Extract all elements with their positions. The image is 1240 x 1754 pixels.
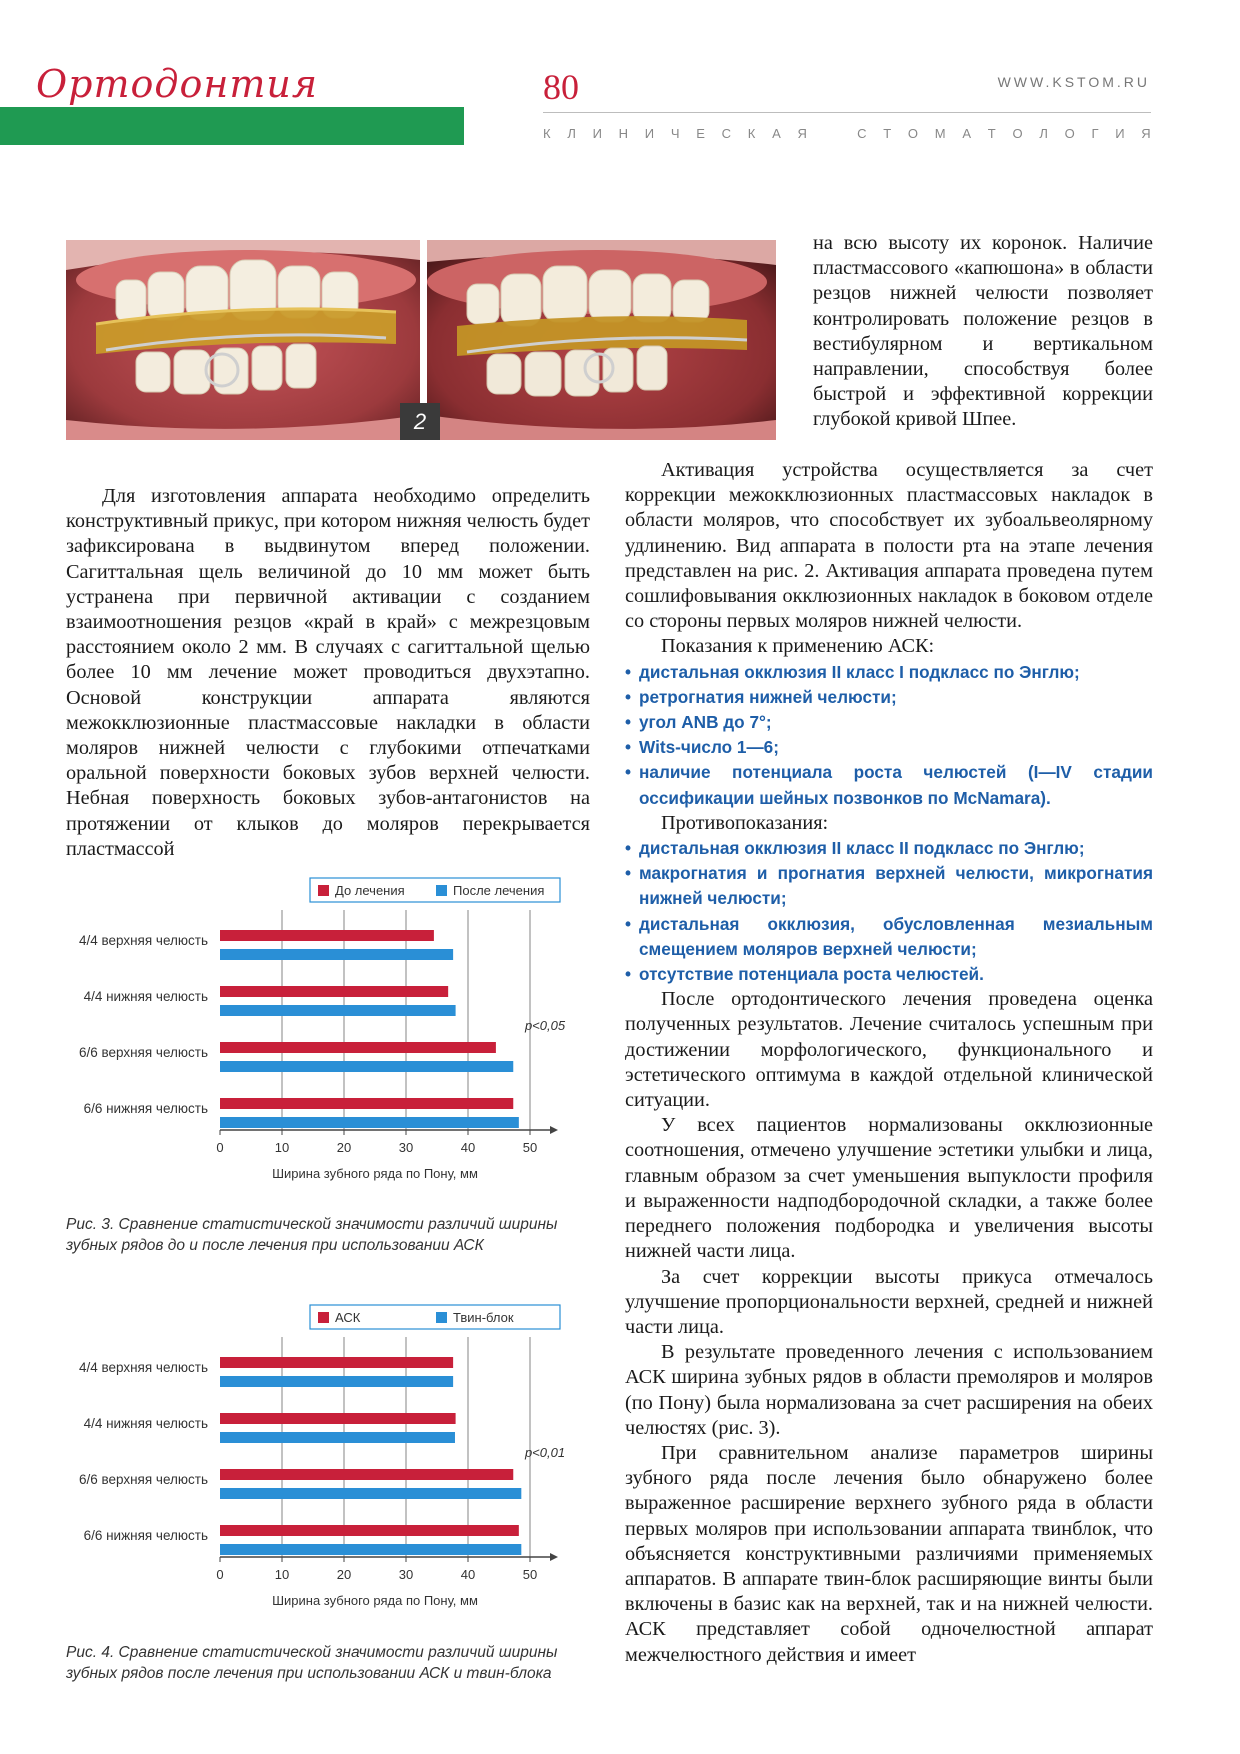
figure-3-caption: Рис. 3. Сравнение статистической значимости различий ширины зубных рядов до и после лечения при использовании АСК	[66, 1216, 558, 1254]
intraoral-photo-right	[427, 240, 776, 440]
journal-letter: К	[747, 126, 756, 141]
journal-letter: О	[907, 126, 919, 141]
legend-swatch	[318, 1312, 329, 1323]
bar	[220, 1544, 521, 1555]
list-item: • макрогнатия и прогнатия верхней челюсти, микрогнатия нижней челюсти;	[625, 861, 1153, 911]
bar	[220, 1432, 455, 1443]
list-item: • наличие потенциала роста челюстей (I—IV стадии оссификации шейных позвонков по McNamara).	[625, 760, 1153, 810]
bar	[220, 1005, 456, 1016]
legend-swatch	[318, 885, 329, 896]
x-tick-label: 20	[336, 1140, 352, 1155]
bar	[220, 1488, 521, 1499]
bar	[220, 1357, 453, 1368]
category-label: 6/6 нижняя челюсть	[83, 1101, 208, 1116]
x-axis-arrow	[550, 1553, 558, 1561]
journal-letter: Я	[797, 126, 807, 141]
bar	[220, 930, 434, 941]
x-tick-label: 0	[216, 1567, 224, 1582]
journal-letter: Н	[618, 126, 629, 141]
list-item: • дистальная окклюзия II класс II подкласс по Энглю;	[625, 836, 1153, 861]
bar	[220, 1061, 513, 1072]
category-label: 6/6 верхняя челюсть	[78, 1472, 208, 1487]
journal-letter: М	[934, 126, 946, 141]
legend-label: Твин-блок	[453, 1310, 514, 1325]
bar	[220, 1525, 519, 1536]
journal-letter: Ч	[670, 126, 680, 141]
text-column-right-top	[813, 231, 1153, 433]
journal-letter: Л	[567, 126, 576, 141]
paragraph: на всю высоту их коронок. Наличие пластмассового «капюшона» в области резцов нижней челюсти позволяет контролировать положение резцов в вестибулярном и вертикальном направлении, способствуя более быстрой и эффективной коррекции глубокой кривой Шпее.	[813, 232, 1153, 431]
paragraph: У всех пациентов нормализованы окклюзионные соотношения, отмечено улучшение эстетики улыбки и лица, главным образом за счет уменьшения выпуклости профиля и выраженности надподбородочной складки, а также более переднего положения подбородка и увеличения высоты нижней части лица.	[625, 1114, 1153, 1263]
x-tick-label: 30	[398, 1567, 414, 1582]
legend-swatch	[436, 1312, 447, 1323]
bar	[220, 1098, 513, 1109]
journal-letter: О	[1064, 126, 1075, 141]
journal-letter: И	[592, 126, 602, 141]
x-tick-label: 10	[274, 1140, 290, 1155]
journal-name	[543, 126, 1151, 141]
journal-letter: Е	[696, 126, 705, 141]
paragraph: При сравнительном анализе параметров ширины зубного ряда после лечения было обнаружено более выраженное расширение верхнего зубного ряда в области первых моляров при использовании аппарата твинблок, что объясняется конструктивными различиями применяемых аппаратов. В аппарате твин-блок расширяющие винты были включены в базис как на верхней, так и на нижней челюсти. АСК представляет собой одночелюстной аппарат межчелюстного действия и имеет	[625, 1441, 1153, 1666]
x-tick-label: 30	[398, 1140, 414, 1155]
contraindications-list	[625, 836, 1153, 987]
x-tick-label: 40	[460, 1567, 476, 1582]
contraindications-title: Противопоказания:	[661, 811, 829, 834]
site-url[interactable]: WWW.KSTOM.RU	[997, 74, 1150, 90]
significance-annotation: p<0,05	[524, 1018, 566, 1033]
category-label: 4/4 верхняя челюсть	[78, 933, 208, 948]
list-item: • Wits-число 1—6;	[625, 735, 1153, 760]
journal-letter: С	[721, 126, 732, 141]
figure-3-chart	[60, 870, 600, 1200]
significance-annotation: p<0,01	[524, 1445, 566, 1460]
bar	[220, 1042, 496, 1053]
x-tick-label: 20	[336, 1567, 352, 1582]
category-label: 4/4 нижняя челюсть	[83, 1416, 208, 1431]
x-tick-label: 50	[522, 1567, 538, 1582]
figure-4-caption: Рис. 4. Сравнение статистической значимости различий ширины зубных рядов после лечения при использовании АСК и твин-блока	[66, 1644, 558, 1682]
indications-title: Показания к применению АСК:	[661, 635, 935, 658]
bar	[220, 949, 453, 960]
x-tick-label: 50	[522, 1140, 538, 1155]
text-column-left	[66, 484, 590, 862]
section-color-bar	[0, 107, 464, 145]
list-item: • ретрогнатия нижней челюсти;	[625, 685, 1153, 710]
bar	[220, 1117, 519, 1128]
list-item: • дистальная окклюзия, обусловленная мезиальным смещением моляров верхней челюсти;	[625, 912, 1153, 962]
list-item: • отсутствие потенциала роста челюстей.	[625, 962, 1153, 987]
figure-number-badge: 2	[400, 403, 440, 440]
x-tick-label: 0	[216, 1140, 224, 1155]
paragraph: Для изготовления аппарата необходимо определить конструктивный прикус, при котором нижняя челюсть будет зафиксирована в выдвинутом вперед положении. Сагиттальная щель величиной до 10 мм может быть устранена при первичной активации с созданием взаимоотношения резцов «край в край» с межрезцовым расстоянием около 2 мм. В случаях с сагиттальной щелью более 10 мм лечение может проводиться двухэтапно. Основой конструкции аппарата являются межокклюзионные пластмассовые накладки в области моляров нижней челюсти с глубокими отпечатками оральной поверхности боковых зубов верхней челюсти. Небная поверхность боковых зубов-антагонистов на протяжении от клыков до моляров перекрывается пластмассой	[66, 485, 590, 860]
list-item: • угол ANB до 7°;	[625, 710, 1153, 735]
journal-letter: Т	[883, 126, 892, 141]
x-tick-label: 10	[274, 1567, 290, 1582]
legend-swatch	[436, 885, 447, 896]
legend-label: До лечения	[335, 883, 405, 898]
category-label: 4/4 нижняя челюсть	[83, 989, 208, 1004]
figure-2-photos	[66, 240, 776, 440]
category-label: 6/6 верхняя челюсть	[78, 1045, 208, 1060]
journal-letter: О	[1012, 126, 1023, 141]
intraoral-photo-left	[66, 240, 420, 440]
bar	[220, 1376, 453, 1387]
journal-letter: Г	[1091, 126, 1099, 141]
paragraph: За счет коррекции высоты прикуса отмечалось улучшение пропорциональности верхней, средней и нижней части лица.	[625, 1265, 1153, 1338]
x-axis-arrow	[550, 1126, 558, 1134]
legend-label: После лечения	[453, 883, 545, 898]
indications-list	[625, 660, 1153, 811]
journal-letter: Т	[987, 126, 996, 141]
journal-letter: Л	[1039, 126, 1048, 141]
journal-letter: А	[962, 126, 972, 141]
paragraph: После ортодонтического лечения проведена оценка полученных результатов. Лечение считалось успешным при достижении морфологического, функционального и эстетического оптимума в каждой отдельной клинической ситуации.	[625, 988, 1153, 1112]
journal-letter: Я	[1141, 126, 1151, 141]
bar	[220, 1413, 456, 1424]
journal-letter: С	[857, 126, 867, 141]
bar	[220, 1469, 513, 1480]
journal-letter: К	[543, 126, 551, 141]
text-column-right	[625, 458, 1153, 1668]
header-rule	[543, 112, 1151, 113]
list-item: • дистальная окклюзия II класс I подкласс по Энглю;	[625, 660, 1153, 685]
section-title: Ортодонтия	[36, 62, 319, 106]
bar	[220, 986, 448, 997]
x-axis-label: Ширина зубного ряда по Пону, мм	[272, 1166, 478, 1181]
figure-4-chart	[60, 1297, 600, 1627]
paragraph: Активация устройства осуществляется за счет коррекции межокклюзионных пластмассовых накладок в области моляров, что способствует их зубоальвеолярному удлинению. Вид аппарата в полости рта на этапе лечения представлен на рис. 2. Активация аппарата проведена путем сошлифовывания окклюзионных накладок в боковом отделе со стороны первых моляров нижней челюсти.	[625, 459, 1153, 633]
page-number: 80	[543, 67, 579, 107]
category-label: 4/4 верхняя челюсть	[78, 1360, 208, 1375]
paragraph: В результате проведенного лечения с использованием АСК ширина зубных рядов в области премоляров и моляров (по Пону) была нормализована за счет расширения на обеих челюстях (рис. 3).	[625, 1341, 1153, 1439]
x-tick-label: 40	[460, 1140, 476, 1155]
journal-letter: И	[1115, 126, 1125, 141]
category-label: 6/6 нижняя челюсть	[83, 1528, 208, 1543]
journal-letter: А	[772, 126, 781, 141]
legend-label: АСК	[335, 1310, 361, 1325]
x-axis-label: Ширина зубного ряда по Пону, мм	[272, 1593, 478, 1608]
journal-letter: И	[644, 126, 655, 141]
